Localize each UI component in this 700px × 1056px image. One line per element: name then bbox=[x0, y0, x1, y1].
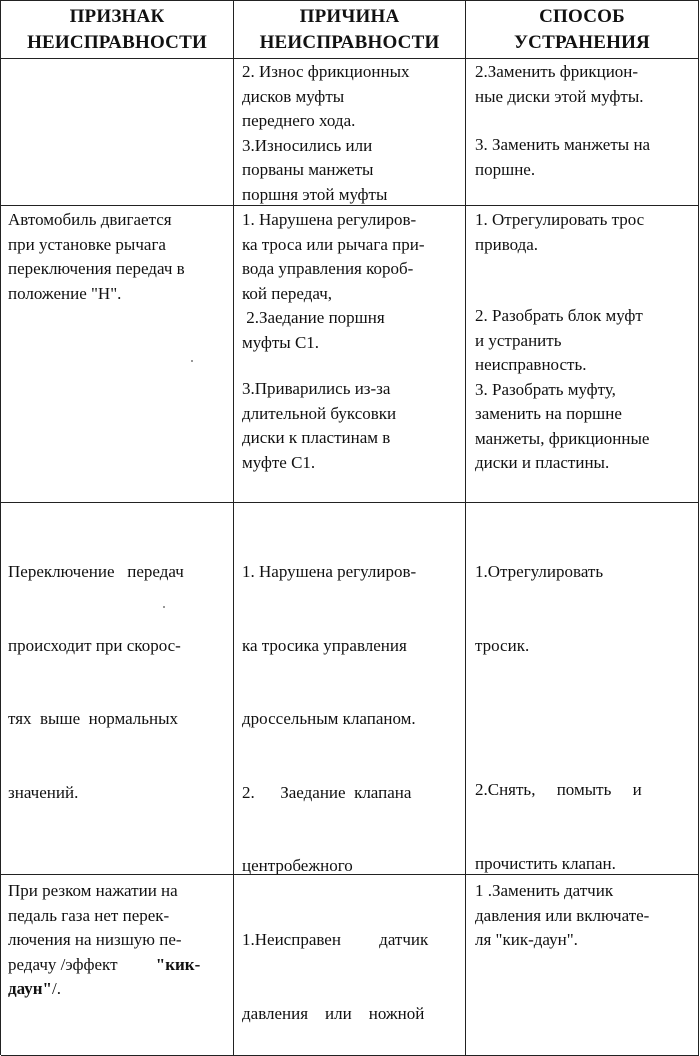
cause-cell bbox=[234, 502, 466, 874]
symptom-cell bbox=[1, 502, 234, 874]
cause-text: 1. Нарушена регулиров- ка тросика управления дроссельным клапаном. 2. Заедание клапана центробежного bbox=[242, 562, 417, 874]
remedy-cell bbox=[466, 58, 699, 205]
remedy-text: 1.Отрегулировать тросик. 2.Снять, помыть и прочистить клапан. bbox=[475, 562, 642, 873]
header-remedy: СПОСОБ УСТРАНЕНИЯ bbox=[466, 1, 699, 58]
header-symptom: ПРИЗНАК НЕИСПРАВНОСТИ bbox=[1, 1, 234, 58]
table-header-row bbox=[1, 1, 699, 59]
table-row bbox=[1, 58, 699, 206]
remedy-cell bbox=[466, 874, 699, 1055]
symptom-text: Автомобиль двигается при установке рычага переключения передач в положение "Н". bbox=[8, 210, 185, 303]
scan-speck bbox=[163, 606, 165, 608]
cause-cell bbox=[234, 205, 466, 502]
remedy-text: 1. Отрегулировать трос привода. 2. Разобрать блок муфт и устранить неисправность. 3. Разобрать муфту, заменить на поршне манжеты, фрикционные диски и пластины. bbox=[475, 210, 650, 472]
remedy-cell bbox=[466, 502, 699, 874]
table-row bbox=[1, 874, 699, 1056]
symptom-text: Переключение передач происходит при скорос- тях выше нормальных значений. bbox=[8, 562, 184, 802]
symptom-text: При резком нажатии на педаль газа нет перек- лючения на низшую пе- редачу /эффект "кик- даун"/. bbox=[8, 881, 201, 998]
header-cause: ПРИЧИНА НЕИСПРАВНОСТИ bbox=[234, 1, 466, 58]
cause-cell bbox=[234, 874, 466, 1055]
cause-text: 1. Нарушена регулиров- ка троса или рычага при- вода управления короб- кой передач, 2.Заедание поршня муфты С1. 3.Приварились из-за длительной буксовки диски к пластинам в муфте С1. bbox=[242, 210, 425, 472]
symptom-cell bbox=[1, 205, 234, 502]
symptom-cell bbox=[1, 874, 234, 1055]
remedy-cell bbox=[466, 205, 699, 502]
table-row bbox=[1, 502, 699, 875]
cause-text: 2. Износ фрикционных дисков муфты переднего хода. 3.Износились или порваны манжеты поршня этой муфты bbox=[242, 62, 410, 204]
remedy-text: 1 .Заменить датчик давления или включате- ля "кик-даун". bbox=[475, 881, 650, 949]
table-row bbox=[1, 205, 699, 503]
symptom-cell bbox=[1, 58, 234, 205]
scan-speck bbox=[191, 360, 193, 362]
cause-text: 1.Неисправен датчик давления или ножной bbox=[242, 930, 429, 1023]
remedy-text: 2.Заменить фрикцион- ные диски этой муфты. 3. Заменить манжеты на поршне. bbox=[475, 62, 651, 179]
cause-cell bbox=[234, 58, 466, 205]
